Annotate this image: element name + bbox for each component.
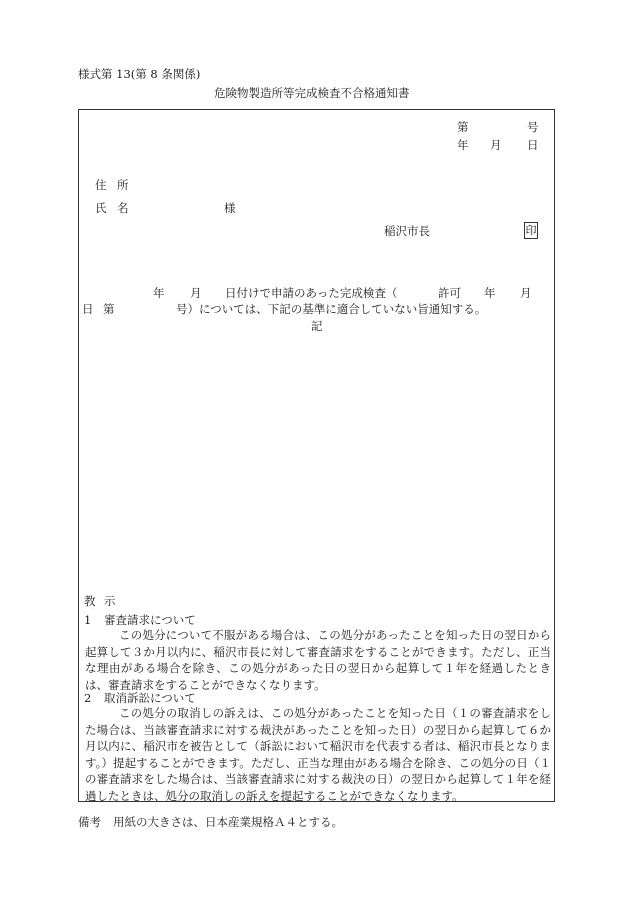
- notice-permit: 許可: [438, 286, 461, 300]
- notice-ki: 記: [311, 319, 323, 333]
- notice-day: 日: [82, 302, 94, 316]
- name-label-1: 氏: [95, 201, 107, 215]
- notice-year: 年: [153, 286, 165, 300]
- address-label-2: 所: [117, 178, 129, 192]
- section1-title: 審査請求について: [104, 613, 196, 627]
- instruction-heading-2: 示: [104, 594, 116, 608]
- notice-line1-text: 日付けで申請のあった完成検査（: [225, 286, 398, 300]
- notice-month: 月: [190, 286, 202, 300]
- name-label-2: 名: [117, 201, 129, 215]
- number-prefix: 第: [457, 120, 469, 134]
- instruction-heading-1: 教: [84, 594, 96, 608]
- section2-body: この処分の取消しの訴えは、この処分があったことを知った日（１の審査請求をした場合は、当該審査請求に対する裁決があったことを知った日）の翌日から起算して６か月以内に、稲沢市を被告として（訴訟において稲沢市を代表する者は、稲沢市長となります。）提起することができます。ただし、正当な理由がある場合を除き、この処分の日（１の審査請求をした場合は、当該審査請求に対する裁決の日）の翌日から起算して１年を経過したときは、処分の取消しの訴えを提起することができなくなります。: [85, 706, 551, 803]
- document-title: 危険物製造所等完成検査不合格通知書: [214, 86, 410, 100]
- number-suffix: 号: [527, 120, 539, 134]
- notice-year-2: 年: [484, 286, 496, 300]
- notice-number-prefix: 第: [103, 302, 115, 316]
- date-month: 月: [490, 138, 502, 152]
- notice-line2-text: 号）については、下記の基準に適合していない旨通知する。: [176, 302, 487, 316]
- date-year: 年: [457, 138, 469, 152]
- seal-mark: 印: [525, 224, 537, 237]
- form-label: 様式第 13(第 8 条関係): [78, 67, 201, 81]
- section1-body: この処分について不服がある場合は、この処分があったことを知った日の翌日から起算して３か月以内に、稲沢市長に対して審査請求をすることができます。ただし、正当な理由がある場合を除き、この処分があった日の翌日から起算して１年を経過したときは、審査請求をすることができなくなります。: [85, 628, 551, 692]
- section2-title: 取消訴訟について: [104, 691, 196, 705]
- date-day: 日: [527, 138, 539, 152]
- section1-number: 1: [84, 613, 92, 627]
- remarks-label: 備考: [78, 815, 101, 829]
- remarks-text: 用紙の大きさは、日本産業規格Ａ４とする。: [113, 815, 343, 829]
- address-label-1: 住: [95, 178, 107, 192]
- section2-number: 2: [84, 691, 92, 705]
- honorific-sama: 様: [224, 201, 236, 215]
- issuer-name: 稲沢市長: [384, 224, 430, 238]
- notice-month-2: 月: [520, 286, 532, 300]
